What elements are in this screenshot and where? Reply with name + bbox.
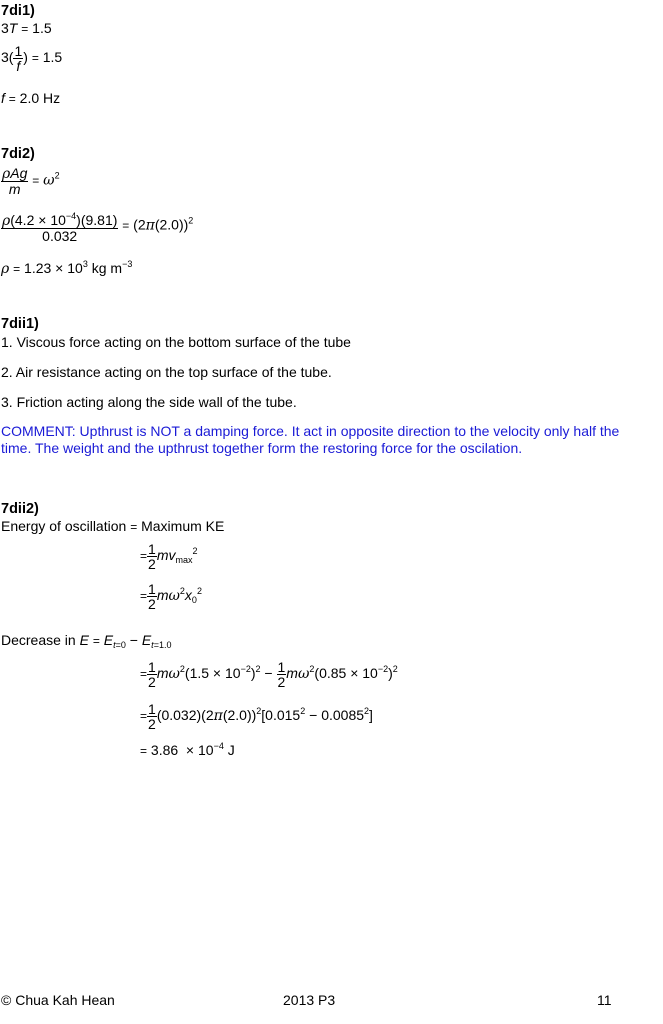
eq-7di1-line2: 3( $\frac{1}{f}$ ) = 1.5 (1, 43, 63, 74)
heading-7dii1: 7dii1) (1, 316, 39, 332)
eq-7dii2-line3: = $\frac{1}{2}$ $m\omega^2x_0^2$ (140, 581, 202, 612)
eq-7dii2-line1: Energy of oscillation = Maximum KE (1, 518, 225, 534)
eq-7di2-line3: $\rho = 1.23 \times 10^3$ kg $m^{-3}$ (1, 259, 133, 277)
footer-paper: 2013 P3 (283, 992, 336, 1008)
heading-7dii2: 7dii2) (1, 501, 39, 517)
list-item: 1. Viscous force acting on the bottom surface of the tube (1, 334, 351, 350)
comment-line: COMMENT: Upthrust is NOT a damping force. It act in opposite direction to the velocity only half the (1, 423, 620, 439)
heading-7di1: 7di1) (1, 3, 35, 19)
eq-7di1-line1: 3T = 1.5 (1, 20, 52, 36)
list-item: 2. Air resistance acting on the top surface of the tube. (1, 364, 332, 380)
footer-author: © Chua Kah Hean (1, 992, 115, 1008)
eq-7di2-line1: ρAg m = $\omega^2$ (2, 165, 60, 197)
comment-line: time. The weight and the upthrust together form the restoring force for the oscilation. (1, 440, 523, 456)
eq-7di1-line3: f = 2.0 Hz (1, 90, 61, 106)
eq-7di2-line2: $\frac{\rho(4.2 \times 10^{-4})(9.81)}{0.032}$ = $(2\pi(2.0))^2$ (2, 211, 194, 244)
eq-7dii2-line2: = $\frac{1}{2}$ $mv_{max}^2$ (140, 541, 198, 572)
heading-7di2: 7di2) (1, 146, 35, 162)
eq-7dii2-line5: = $\frac{1}{2}$ $m\omega^2(1.5 \times 10^{-2})^2$ − $\frac{1}{2}$ $m\omega^2(0.85 \times 10^{-2})^2$ (140, 659, 398, 690)
footer-page-number: 11 (597, 992, 612, 1008)
eq-7dii2-line4: Decrease in $E = E_{t=0} - E_{t=1.0}$ (1, 632, 172, 650)
eq-7dii2-line7: = $3.86 \times 10^{-4}$ J (140, 741, 235, 758)
eq-7dii2-line6: = $\frac{1}{2}$ $(0.032)(2\pi(2.0))^2[0.015^2 - 0.0085^2]$ (140, 701, 373, 732)
list-item: 3. Friction acting along the side wall of the tube. (1, 394, 297, 410)
